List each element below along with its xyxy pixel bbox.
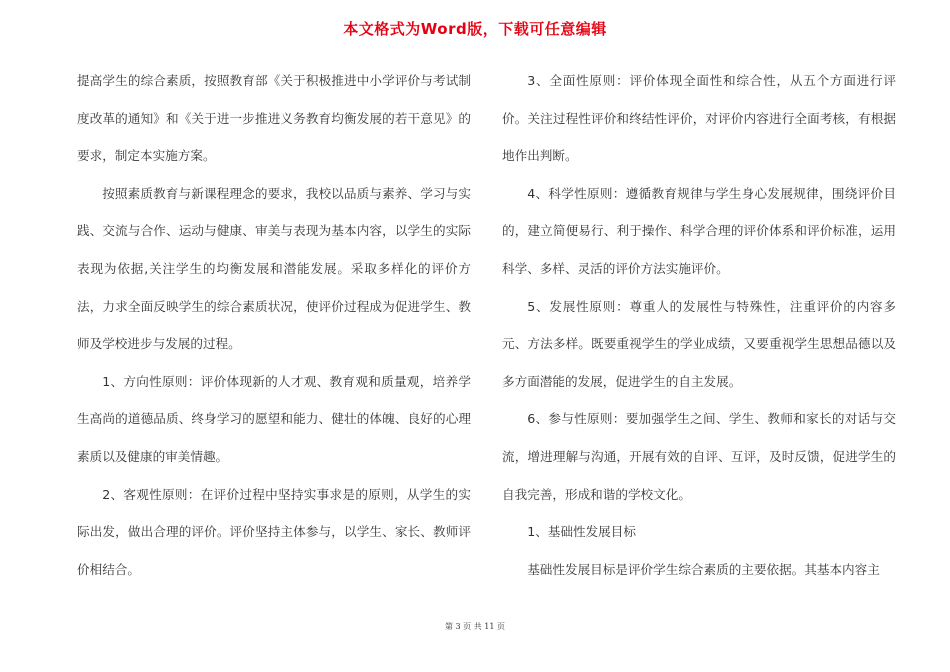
paragraph: 5、发展性原则：尊重人的发展性与特殊性，注重评价的内容多元、方法多样。既要重视学生的学业成绩，又要重视学生思想品德以及多方面潜能的发展，促进学生的自主发展。 xyxy=(502,298,896,389)
paragraph: 2、客观性原则：在评价过程中坚持实事求是的原则，从学生的实际出发，做出合理的评价。评价坚持主体参与，以学生、家长、教师评价相结合。 xyxy=(77,486,471,577)
paragraph: 按照素质教育与新课程理念的要求，我校以品质与素养、学习与实践、交流与合作、运动与健康、审美与表现为基本内容，以学生的实际表现为依据,关注学生的均衡发展和潜能发展。采取多样化的评价方法，力求全面反映学生的综合素质状况，使评价过程成为促进学生、教师及学校进步与发展的过程。 xyxy=(77,185,471,352)
paragraph: 基础性发展目标是评价学生综合素质的主要依据。其基本内容主 xyxy=(527,561,880,577)
paragraph: 1、方向性原则：评价体现新的人才观、教育观和质量观，培养学生高尚的道德品质、终身学习的愿望和能力、健壮的体魄、良好的心理素质以及健康的审美情趣。 xyxy=(77,373,471,464)
paragraph: 3、全面性原则：评价体现全面性和综合性，从五个方面进行评价。关注过程性评价和终结性评价，对评价内容进行全面考核，有根据地作出判断。 xyxy=(502,73,896,164)
paragraph: 4、科学性原则：遵循教育规律与学生身心发展规律，围绕评价目的，建立简便易行、利于操作、科学合理的评价体系和评价标准，运用科学、多样、灵活的评价方法实施评价。 xyxy=(502,185,896,276)
paragraph: 提高学生的综合素质，按照教育部《关于积极推进中小学评价与考试制度改革的通知》和《关于进一步推进义务教育均衡发展的若干意见》的要求，制定本实施方案。 xyxy=(77,73,471,164)
left-column xyxy=(77,62,471,588)
paragraph: 6、参与性原则：要加强学生之间、学生、教师和家长的对话与交流，增进理解与沟通，开展有效的自评、互评，及时反馈，促进学生的自我完善，形成和谐的学校文化。 xyxy=(502,411,896,502)
section-heading: 1、基础性发展目标 xyxy=(527,524,636,540)
page-number: 第 3 页 共 11 页 xyxy=(445,622,505,631)
right-column xyxy=(502,62,896,588)
document-banner: 本文格式为Word版，下载可任意编辑 xyxy=(343,20,607,38)
